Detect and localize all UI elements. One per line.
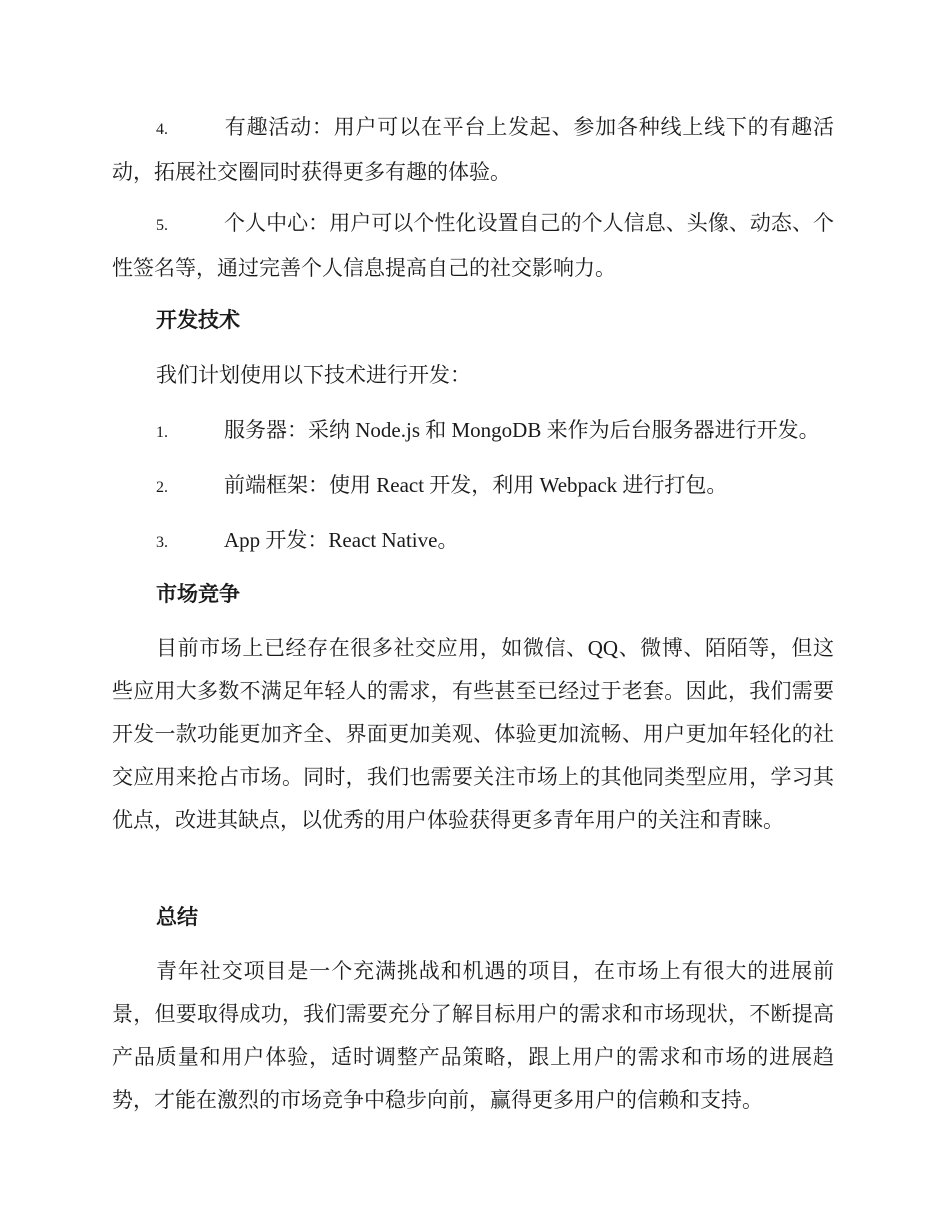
feature-item-profile — [112, 202, 834, 290]
list-number: 3. — [156, 534, 168, 551]
tech-item-server — [112, 409, 820, 454]
section-heading-summary: 总结 — [156, 905, 198, 929]
tech-intro: 我们计划使用以下技术进行开发： — [156, 363, 471, 387]
tech-item-app — [112, 519, 458, 564]
summary-body: 青年社交项目是一个充满挑战和机遇的项目，在市场上有很大的进展前景，但要取得成功，我们需要充分了解目标用户的需求和市场现状，不断提高产品质量和用户体验，适时调整产品策略，跟上用户的需求和市场的进展趋势，才能在激烈的市场竞争中稳步向前，赢得更多用户的信赖和支持。 — [112, 959, 834, 1112]
list-number: 4. — [156, 121, 168, 138]
list-text: App 开发：React Native。 — [224, 528, 459, 552]
list-number: 1. — [156, 424, 168, 441]
list-number: 5. — [156, 217, 168, 234]
tech-item-frontend — [112, 464, 727, 509]
list-text: 有趣活动：用户可以在平台上发起、参加各种线上线下的有趣活动，拓展社交圈同时获得更多有趣的体验。 — [112, 115, 834, 184]
list-text: 前端框架：使用 React 开发，利用 Webpack 进行打包。 — [224, 473, 728, 497]
list-text: 服务器：采纳 Node.js 和 MongoDB 来作为后台服务器进行开发。 — [224, 418, 820, 442]
section-heading-tech: 开发技术 — [156, 308, 240, 332]
feature-item-activities — [112, 106, 834, 194]
market-body: 目前市场上已经存在很多社交应用，如微信、QQ、微博、陌陌等，但这些应用大多数不满足年轻人的需求，有些甚至已经过于老套。因此，我们需要开发一款功能更加齐全、界面更加美观、体验更加流畅、用户更加年轻化的社交应用来抢占市场。同时，我们也需要关注市场上的其他同类型应用，学习其优点，改进其缺点，以优秀的用户体验获得更多青年用户的关注和青睐。 — [112, 636, 834, 832]
list-text: 个人中心：用户可以个性化设置自己的个人信息、头像、动态、个性签名等，通过完善个人信息提高自己的社交影响力。 — [112, 211, 834, 280]
list-number: 2. — [156, 479, 168, 496]
section-heading-market: 市场竞争 — [156, 582, 240, 606]
